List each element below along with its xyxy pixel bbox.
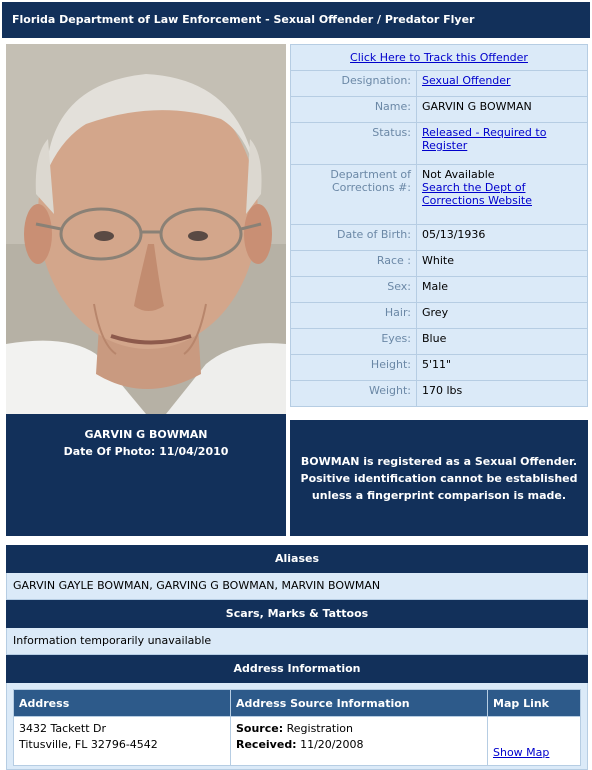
address-panel — [6, 683, 588, 770]
source-column-header: Address Source Information — [231, 690, 488, 717]
name-value: GARVIN G BOWMAN — [417, 97, 588, 123]
track-link-cell — [291, 45, 588, 71]
address-table — [13, 689, 581, 766]
aliases-heading: Aliases — [6, 545, 588, 573]
weight-value: 170 lbs — [417, 381, 588, 407]
doc-value-cell — [417, 165, 588, 225]
map-cell — [488, 717, 581, 766]
source-label: Source: — [236, 722, 284, 735]
address-line1: 3432 Tackett Dr — [19, 722, 107, 735]
show-map-link[interactable]: Show Map — [493, 746, 550, 759]
name-label: Name: — [291, 97, 417, 123]
received-label: Received: — [236, 738, 297, 751]
offender-name-caption: GARVIN G BOWMAN — [84, 428, 208, 441]
hair-label: Hair: — [291, 303, 417, 329]
offender-details-table — [290, 44, 588, 407]
eyes-label: Eyes: — [291, 329, 417, 355]
status-value-cell — [417, 123, 588, 165]
address-cell — [14, 717, 231, 766]
scars-text: Information temporarily unavailable — [6, 628, 588, 655]
offender-photo — [6, 44, 286, 414]
table-row — [14, 717, 581, 766]
photo-caption — [6, 414, 286, 536]
offender-sections — [6, 545, 588, 770]
address-heading: Address Information — [6, 655, 588, 683]
aliases-text: GARVIN GAYLE BOWMAN, GARVING G BOWMAN, MARVIN BOWMAN — [6, 573, 588, 600]
address-line2: Titusville, FL 32796-4542 — [19, 738, 158, 751]
registration-notice-text: BOWMAN is registered as a Sexual Offender. Positive identification cannot be established unless a fingerprint comparison is made. — [300, 454, 578, 502]
source-cell — [231, 717, 488, 766]
sex-value: Male — [417, 277, 588, 303]
page-title: Florida Department of Law Enforcement - Sexual Offender / Predator Flyer — [12, 13, 475, 26]
dob-label: Date of Birth: — [291, 225, 417, 251]
status-link[interactable]: Released - Required to Register — [422, 126, 547, 152]
designation-label: Designation: — [291, 71, 417, 97]
designation-link[interactable]: Sexual Offender — [422, 74, 511, 87]
source-value: Registration — [286, 722, 353, 735]
eyes-value: Blue — [417, 329, 588, 355]
doc-value: Not Available — [422, 168, 495, 181]
scars-heading: Scars, Marks & Tattoos — [6, 600, 588, 628]
race-label: Race : — [291, 251, 417, 277]
page-title-bar — [2, 2, 590, 38]
designation-value-cell — [417, 71, 588, 97]
doc-label: Department of Corrections #: — [291, 165, 417, 225]
map-column-header: Map Link — [488, 690, 581, 717]
height-label: Height: — [291, 355, 417, 381]
weight-label: Weight: — [291, 381, 417, 407]
registration-notice — [290, 420, 588, 536]
track-offender-link[interactable]: Click Here to Track this Offender — [350, 51, 528, 64]
doc-search-link[interactable]: Search the Dept of Corrections Website — [422, 181, 532, 207]
hair-value: Grey — [417, 303, 588, 329]
height-value: 5'11" — [417, 355, 588, 381]
photo-date-caption: Date Of Photo: 11/04/2010 — [63, 445, 229, 458]
sex-label: Sex: — [291, 277, 417, 303]
received-value: 11/20/2008 — [300, 738, 364, 751]
status-label: Status: — [291, 123, 417, 165]
race-value: White — [417, 251, 588, 277]
dob-value: 05/13/1936 — [417, 225, 588, 251]
address-column-header: Address — [14, 690, 231, 717]
